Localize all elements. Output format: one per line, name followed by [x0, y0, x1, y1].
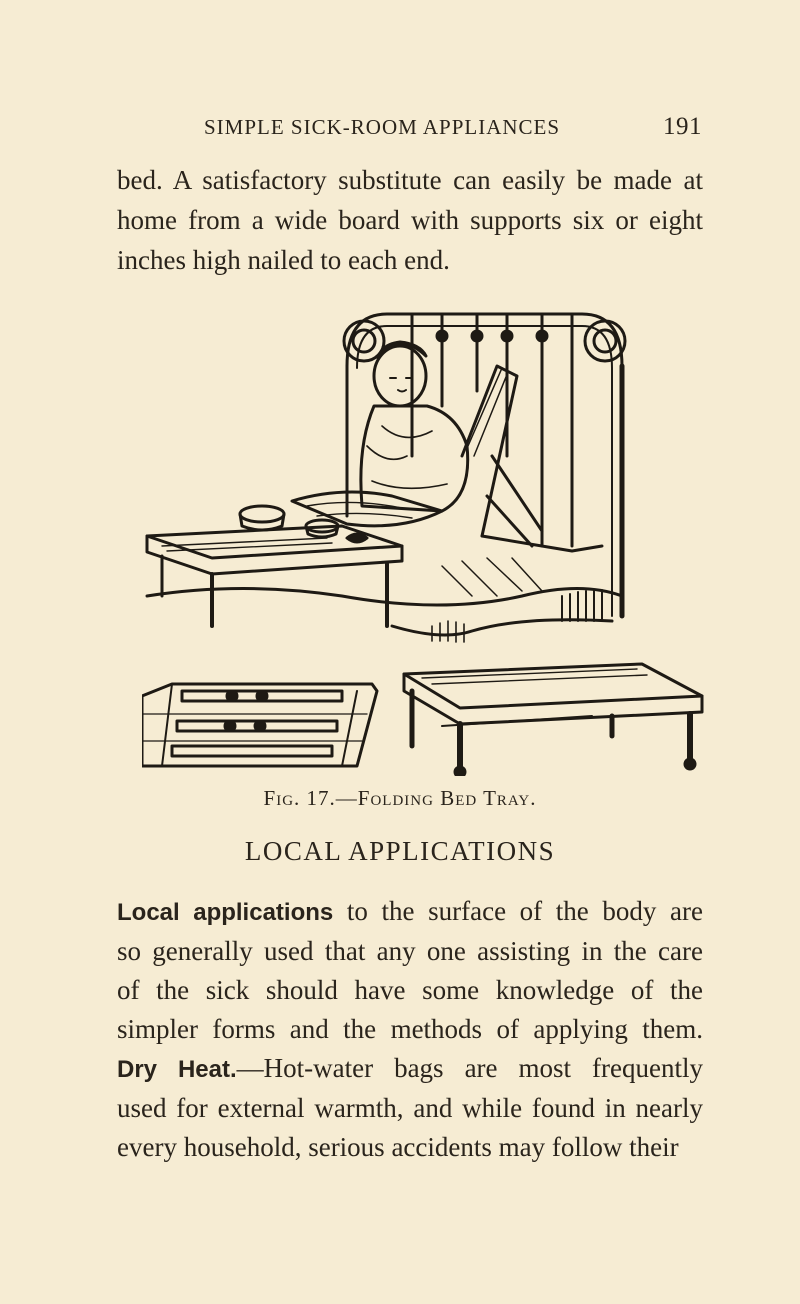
- body-line: [117, 892, 703, 932]
- section-heading: LOCAL APPLICATIONS: [244, 836, 556, 866]
- body-line-text: used for external warmth, and while found in nearly: [117, 1093, 703, 1123]
- running-head: [204, 113, 702, 141]
- section-body: [117, 892, 703, 1167]
- body-line-text: every household, serious accidents may follow their: [117, 1132, 679, 1162]
- page-number: 191: [663, 113, 702, 140]
- body-line-text: —Hot-water bags are most frequently: [236, 1053, 703, 1083]
- body-line: [117, 1128, 703, 1167]
- body-line-text: to the surface of the body are: [333, 896, 703, 926]
- open-tray: [404, 664, 702, 776]
- body-line: [117, 1010, 703, 1049]
- folded-tray: [142, 684, 377, 766]
- tray-on-bed: [147, 506, 402, 626]
- body-line: [117, 932, 703, 971]
- bed-backrest: [462, 366, 602, 551]
- body-line: [117, 1049, 703, 1089]
- figure-caption: Fig. 17.—Folding Bed Tray.: [263, 786, 537, 810]
- engraving-drawing: [142, 296, 712, 776]
- body-line-text: so generally used that any one assisting in the care: [117, 936, 703, 966]
- run-in-heading: Local applications: [117, 899, 334, 926]
- body-line-text: of the sick should have some knowledge of the: [117, 975, 703, 1005]
- body-line: [117, 971, 703, 1010]
- body-line-text: simpler forms and the methods of applying them.: [117, 1014, 703, 1044]
- run-in-heading: Dry Heat.: [117, 1056, 237, 1083]
- folding-bed-tray-illustration: [142, 296, 712, 776]
- running-head-title: SIMPLE SICK-ROOM APPLIANCES: [204, 115, 561, 139]
- bedding: [147, 558, 622, 642]
- body-line: [117, 1089, 703, 1128]
- top-paragraph: bed. A satisfactory substitute can easily be made at home from a wide board with supports six or eight inches high nailed to each end.: [117, 165, 703, 275]
